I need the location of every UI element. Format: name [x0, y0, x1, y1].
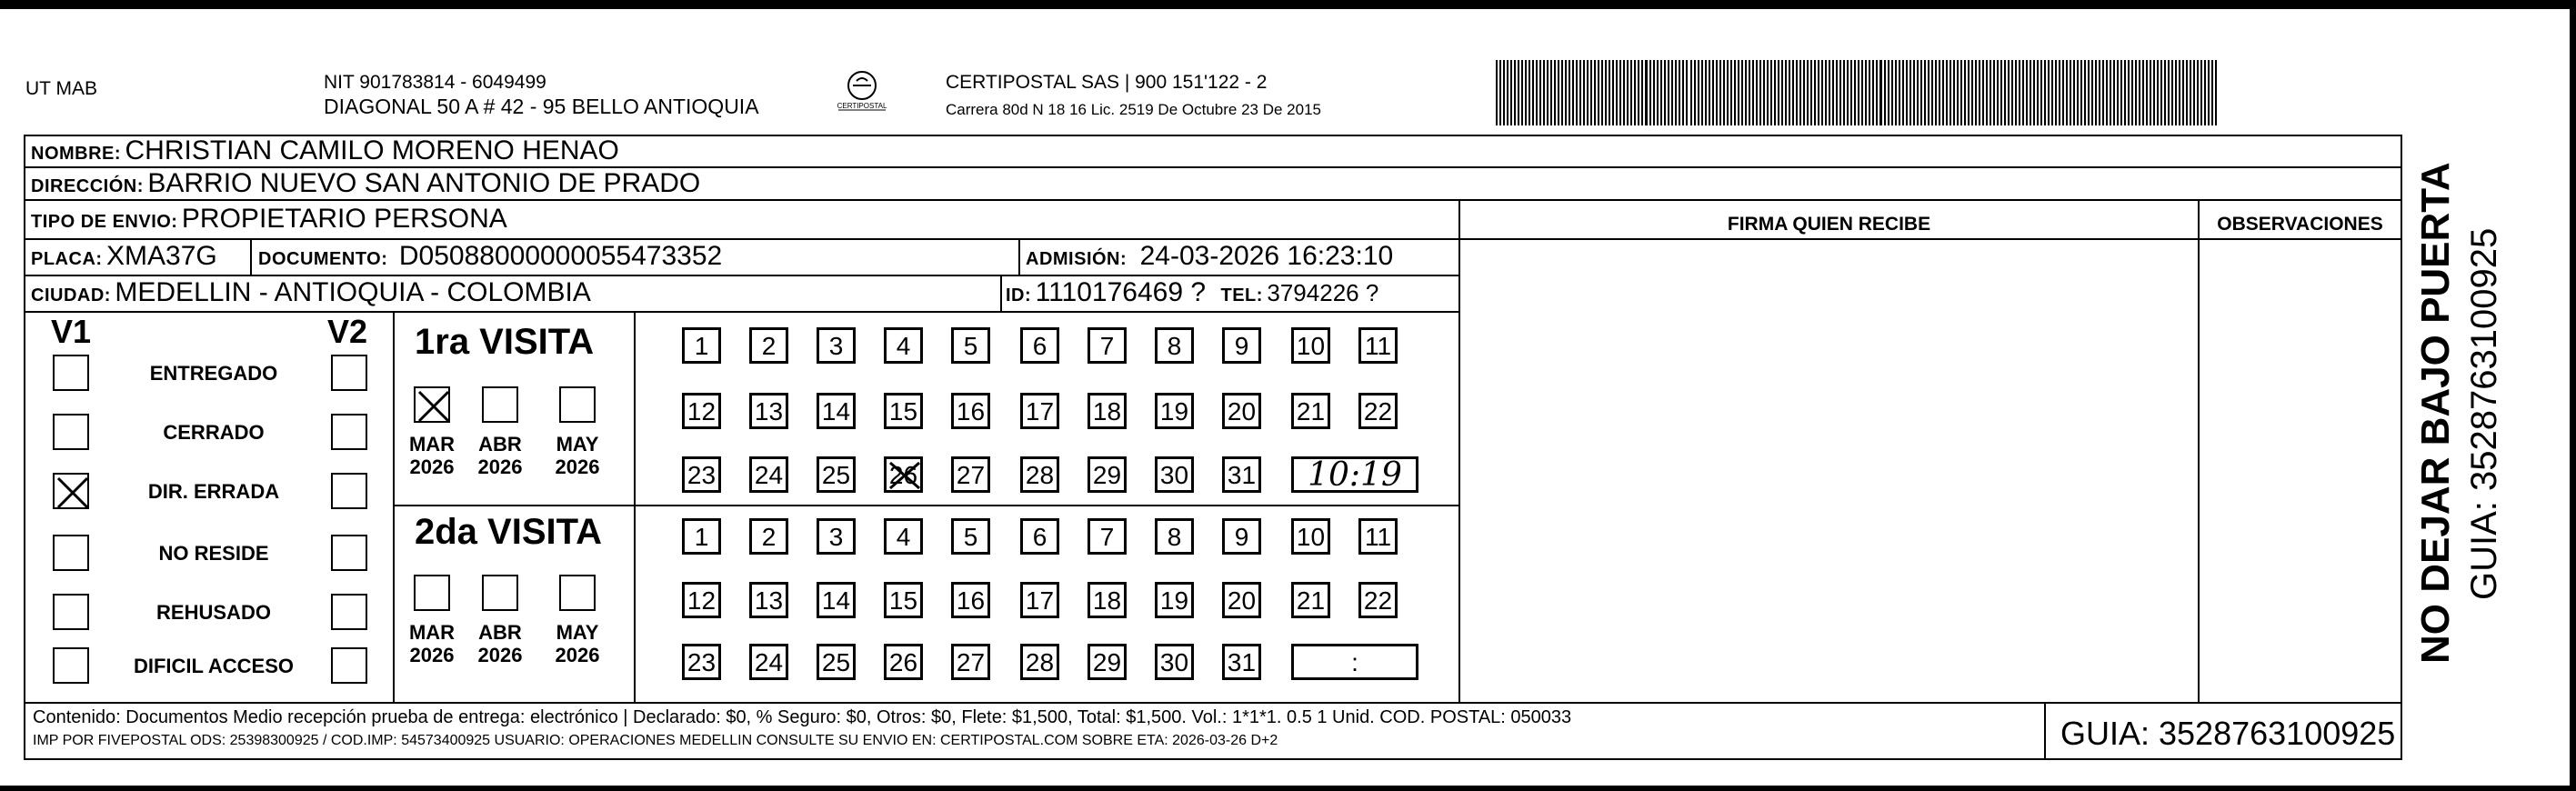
- barcode: [1496, 60, 2223, 125]
- day-number: 16: [956, 586, 986, 615]
- first-visit-day-box[interactable]: [1020, 456, 1059, 493]
- day-number: 15: [888, 397, 918, 426]
- placa-label: PLACA:: [31, 249, 103, 269]
- tel-value: 3794226 ?: [1267, 279, 1379, 306]
- day-number: 28: [1025, 648, 1055, 676]
- month-label: MAR 2026: [408, 433, 456, 478]
- observaciones-column-left: [2198, 199, 2200, 703]
- day-number: 27: [956, 648, 986, 676]
- page-top-border: [0, 0, 2576, 9]
- day-number: 1: [694, 332, 709, 360]
- v2-checkbox[interactable]: [331, 355, 367, 391]
- day-number: 18: [1092, 397, 1122, 426]
- second-visit-month-checkbox[interactable]: [559, 575, 596, 611]
- direccion-row: [31, 168, 700, 204]
- carrier-address: Carrera 80d N 18 16 Lic. 2519 De Octubre 23 De 2015: [946, 101, 1321, 118]
- first-visit-day-box[interactable]: [817, 456, 856, 493]
- day-number: 20: [1227, 586, 1257, 615]
- v2-checkbox[interactable]: [331, 594, 367, 630]
- page-bottom-border: [0, 786, 2576, 791]
- ciudad-value: MEDELLIN - ANTIOQUIA - COLOMBIA: [115, 277, 591, 307]
- ciudad-field: [31, 277, 591, 313]
- warning-vertical: NO DEJAR BAJO PUERTA: [2413, 162, 2458, 664]
- documento-label: DOCUMENTO:: [258, 249, 388, 269]
- admision-field: [1026, 241, 1393, 276]
- status-label: DIFICIL ACCESO: [133, 655, 294, 677]
- v1-checkbox[interactable]: [53, 473, 89, 509]
- direccion-label: DIRECCIÓN:: [31, 176, 144, 196]
- first-visit-day-box[interactable]: [1155, 393, 1194, 429]
- second-visit-day-box[interactable]: [1358, 582, 1398, 618]
- documento-field: [258, 241, 722, 276]
- day-number: 7: [1099, 332, 1115, 360]
- first-visit-day-box[interactable]: [682, 456, 721, 493]
- first-visit-day-box[interactable]: [1358, 393, 1398, 429]
- day-number: 31: [1227, 648, 1257, 676]
- documento-value: D05088000000055473352: [398, 241, 723, 271]
- day-number: 24: [754, 461, 784, 489]
- day-number: 19: [1159, 586, 1189, 615]
- second-visit-day-box[interactable]: [817, 644, 856, 680]
- first-visit-day-box[interactable]: [1222, 456, 1261, 493]
- day-number: 7: [1099, 523, 1115, 551]
- placa-value: XMA37G: [106, 241, 217, 271]
- page-right-border: [2570, 0, 2576, 791]
- second-visit-day-box[interactable]: [884, 644, 923, 680]
- v1-checkbox[interactable]: [53, 355, 89, 391]
- day-number: 29: [1092, 648, 1122, 676]
- second-visit-day-box[interactable]: [1291, 518, 1330, 555]
- nombre-value: CHRISTIAN CAMILO MORENO HENAO: [125, 135, 619, 165]
- day-number: 4: [896, 523, 911, 551]
- first-visit-day-box[interactable]: [884, 393, 923, 429]
- first-visit-time-box[interactable]: 10:19: [1291, 456, 1418, 493]
- signature-column-left: [1458, 199, 1460, 703]
- second-visit-day-box[interactable]: [1088, 644, 1127, 680]
- sender-address: DIAGONAL 50 A # 42 - 95 BELLO ANTIOQUIA: [324, 95, 759, 118]
- first-visit-month-checkbox[interactable]: [482, 386, 518, 423]
- day-number: 3: [828, 523, 844, 551]
- first-visit-day-box[interactable]: [951, 393, 990, 429]
- first-visit-day-box[interactable]: [951, 327, 990, 364]
- first-visit-day-box[interactable]: [884, 456, 923, 493]
- second-visit-day-box[interactable]: [749, 582, 788, 618]
- second-visit-day-box[interactable]: [1088, 582, 1127, 618]
- second-visit-day-box[interactable]: [749, 518, 788, 555]
- v1-heading: V1: [51, 313, 92, 350]
- status-column-divider: [393, 311, 395, 703]
- second-visit-day-box[interactable]: [1155, 518, 1194, 555]
- v1-checkbox[interactable]: [53, 594, 89, 630]
- second-visit-day-box[interactable]: [1222, 644, 1261, 680]
- first-visit-day-box[interactable]: [817, 327, 856, 364]
- day-number: 3: [828, 332, 844, 360]
- day-number: 22: [1363, 397, 1393, 426]
- first-visit-month-checkbox[interactable]: [559, 386, 596, 423]
- second-visit-day-box[interactable]: [817, 582, 856, 618]
- first-visit-day-box[interactable]: [884, 327, 923, 364]
- direccion-value: BARRIO NUEVO SAN ANTONIO DE PRADO: [147, 168, 701, 198]
- first-visit-day-box[interactable]: [1155, 327, 1194, 364]
- status-label: CERRADO: [163, 421, 265, 444]
- first-visit-day-box[interactable]: [951, 456, 990, 493]
- form-left-border: [24, 135, 25, 760]
- admision-label: ADMISIÓN:: [1026, 249, 1128, 269]
- guia-vertical: GUIA: 3528763100925: [2464, 227, 2504, 600]
- id-value: 1110176469 ?: [1035, 277, 1207, 307]
- day-number: 18: [1092, 586, 1122, 615]
- footer-guia-divider: [2044, 702, 2046, 759]
- first-visit-day-box[interactable]: [1020, 393, 1059, 429]
- day-number: 12: [687, 586, 717, 615]
- day-number: 23: [687, 461, 717, 489]
- v1-checkbox[interactable]: [53, 414, 89, 450]
- x-mark-icon: [55, 475, 91, 511]
- day-number: 16: [956, 397, 986, 426]
- second-visit-day-box[interactable]: [1222, 582, 1261, 618]
- first-visit-day-box[interactable]: [682, 393, 721, 429]
- first-visit-day-box[interactable]: [749, 327, 788, 364]
- second-visit-day-box[interactable]: [1155, 582, 1194, 618]
- status-label: DIR. ERRADA: [147, 480, 280, 503]
- day-number: 23: [687, 648, 717, 676]
- status-label: NO RESIDE: [158, 542, 269, 565]
- day-number: 19: [1159, 397, 1189, 426]
- company-code: UT MAB: [25, 78, 97, 99]
- nit: NIT 901783814 - 6049499: [324, 72, 546, 93]
- tipo-envio-row: [31, 204, 507, 239]
- v1-checkbox[interactable]: [53, 647, 89, 684]
- first-visit-day-box[interactable]: [1358, 327, 1398, 364]
- month-label: ABR 2026: [477, 621, 523, 666]
- second-visit-time-box[interactable]: :: [1291, 644, 1418, 680]
- day-number: 17: [1025, 397, 1055, 426]
- observaciones-header: OBSERVACIONES: [2217, 214, 2383, 235]
- day-number: 22: [1363, 586, 1393, 615]
- first-visit-month-checkbox[interactable]: [414, 386, 450, 423]
- admision-divider: [1018, 238, 1020, 275]
- status-label: REHUSADO: [156, 601, 271, 624]
- first-visit-day-box[interactable]: [749, 456, 788, 493]
- second-visit-day-box[interactable]: [1020, 644, 1059, 680]
- day-number: 30: [1159, 461, 1189, 489]
- day-number: 14: [821, 397, 851, 426]
- first-visit-day-box[interactable]: [1088, 456, 1127, 493]
- day-number: 21: [1296, 586, 1326, 615]
- day-number: 11: [1364, 332, 1392, 360]
- day-number: 4: [896, 332, 911, 360]
- day-number: 14: [821, 586, 851, 615]
- second-visit-day-box[interactable]: [1020, 518, 1059, 555]
- first-visit-title: 1ra VISITA: [415, 322, 595, 362]
- day-number: 5: [963, 523, 978, 551]
- logo-text: CERTIPOSTAL: [837, 102, 887, 110]
- day-number: 31: [1227, 461, 1257, 489]
- id-field: [1006, 277, 1378, 313]
- day-number: 29: [1092, 461, 1122, 489]
- day-number: 27: [956, 461, 986, 489]
- month-label: MAY 2026: [555, 621, 600, 666]
- day-number: 26: [888, 461, 918, 489]
- months-column-divider: [634, 311, 636, 703]
- second-visit-day-box[interactable]: [951, 582, 990, 618]
- x-mark-icon: [416, 388, 452, 425]
- v2-heading: V2: [327, 313, 368, 350]
- tel-label: TEL:: [1220, 285, 1263, 305]
- day-number: 21: [1296, 397, 1326, 426]
- day-number: 8: [1167, 523, 1182, 551]
- second-visit-day-box[interactable]: [1358, 518, 1398, 555]
- v1-checkbox[interactable]: [53, 535, 89, 571]
- nombre-label: NOMBRE:: [31, 144, 122, 164]
- ciudad-label: CIUDAD:: [31, 285, 111, 305]
- month-label: MAR 2026: [408, 621, 456, 666]
- month-label: MAY 2026: [555, 433, 600, 478]
- first-visit-day-box[interactable]: [1291, 327, 1330, 364]
- second-visit-day-box[interactable]: [1088, 518, 1127, 555]
- day-number: 6: [1032, 523, 1047, 551]
- first-visit-day-box[interactable]: [1155, 456, 1194, 493]
- v2-checkbox[interactable]: [331, 535, 367, 571]
- second-visit-month-checkbox[interactable]: [414, 575, 450, 611]
- first-visit-day-box[interactable]: [1291, 393, 1330, 429]
- day-number: 17: [1025, 586, 1055, 615]
- second-visit-day-box[interactable]: [682, 644, 721, 680]
- second-visit-day-box[interactable]: [1020, 582, 1059, 618]
- first-visit-day-box[interactable]: [1088, 393, 1127, 429]
- second-visit-day-box[interactable]: [884, 518, 923, 555]
- v2-checkbox[interactable]: [331, 647, 367, 684]
- day-number: 28: [1025, 461, 1055, 489]
- day-number: 13: [754, 586, 784, 615]
- second-visit-day-box[interactable]: [682, 582, 721, 618]
- day-number: 10: [1296, 332, 1326, 360]
- day-number: 5: [963, 332, 978, 360]
- admision-value: 24-03-2026 16:23:10: [1139, 241, 1394, 271]
- day-number: 9: [1234, 523, 1249, 551]
- first-visit-day-box[interactable]: [1020, 327, 1059, 364]
- day-number: 13: [754, 397, 784, 426]
- day-number: 1: [694, 523, 709, 551]
- form-right-border: [2401, 135, 2402, 760]
- month-label: ABR 2026: [477, 433, 523, 478]
- day-number: 25: [821, 461, 851, 489]
- day-number: 12: [687, 397, 717, 426]
- nombre-row: [31, 135, 619, 171]
- second-visit-day-box[interactable]: [1222, 518, 1261, 555]
- visita-divider: [393, 505, 1458, 506]
- firma-header: FIRMA QUIEN RECIBE: [1727, 214, 1931, 235]
- day-number: 25: [821, 648, 851, 676]
- first-visit-day-box[interactable]: [817, 393, 856, 429]
- day-number: 26: [888, 648, 918, 676]
- placa-divider: [250, 238, 252, 275]
- v2-checkbox[interactable]: [331, 473, 367, 509]
- day-number: 11: [1364, 523, 1392, 551]
- second-visit-day-box[interactable]: [951, 518, 990, 555]
- certipostal-logo: [829, 67, 895, 120]
- second-visit-day-box[interactable]: [682, 518, 721, 555]
- day-number: 6: [1032, 332, 1047, 360]
- second-visit-day-box[interactable]: [951, 644, 990, 680]
- first-visit-day-box[interactable]: [749, 393, 788, 429]
- first-visit-day-box[interactable]: [1222, 393, 1261, 429]
- second-visit-day-box[interactable]: [884, 582, 923, 618]
- first-visit-day-box[interactable]: [1222, 327, 1261, 364]
- day-number: 2: [761, 523, 777, 551]
- id-divider: [1000, 275, 1002, 311]
- second-visit-title: 2da VISITA: [415, 512, 602, 552]
- carrier-name: CERTIPOSTAL SAS | 900 151'122 - 2: [946, 72, 1268, 93]
- tipo-envio-label: TIPO DE ENVIO:: [31, 212, 178, 232]
- footer-print-line: IMP POR FIVEPOSTAL ODS: 25398300925 / COD.IMP: 54573400925 USUARIO: OPERACIONES MEDELLIN CONSULTE SU ENVIO EN: CERTIPOSTAL.COM SOBRE ETA: 2026-03-26 D+2: [33, 733, 1278, 748]
- footer-content-line: Contenido: Documentos Medio recepción prueba de entrega: electrónico | Declarado: $0, % Seguro: $0, Otros: $0, Flete: $1,500, Total: $1,500. Vol.: 1*1*1. 0.5 1 Unid. COD. POSTAL: 050033: [33, 707, 1572, 727]
- day-number: 10: [1296, 523, 1326, 551]
- day-number: 20: [1227, 397, 1257, 426]
- day-number: 8: [1167, 332, 1182, 360]
- day-number: 9: [1234, 332, 1249, 360]
- status-label: ENTREGADO: [149, 362, 278, 385]
- footer-guia: GUIA: 3528763100925: [2060, 715, 2396, 752]
- first-visit-day-box[interactable]: [1088, 327, 1127, 364]
- x-mark-icon: [887, 459, 923, 492]
- first-visit-day-box[interactable]: [682, 327, 721, 364]
- second-visit-day-box[interactable]: [1291, 582, 1330, 618]
- tipo-envio-value: PROPIETARIO PERSONA: [181, 204, 507, 234]
- id-label: ID:: [1006, 285, 1032, 305]
- day-number: 30: [1159, 648, 1189, 676]
- second-visit-day-box[interactable]: [749, 644, 788, 680]
- day-number: 2: [761, 332, 777, 360]
- day-number: 15: [888, 586, 918, 615]
- second-visit-day-box[interactable]: [817, 518, 856, 555]
- placa-field: [31, 241, 217, 276]
- v2-checkbox[interactable]: [331, 414, 367, 450]
- second-visit-month-checkbox[interactable]: [482, 575, 518, 611]
- second-visit-day-box[interactable]: [1155, 644, 1194, 680]
- day-number: 24: [754, 648, 784, 676]
